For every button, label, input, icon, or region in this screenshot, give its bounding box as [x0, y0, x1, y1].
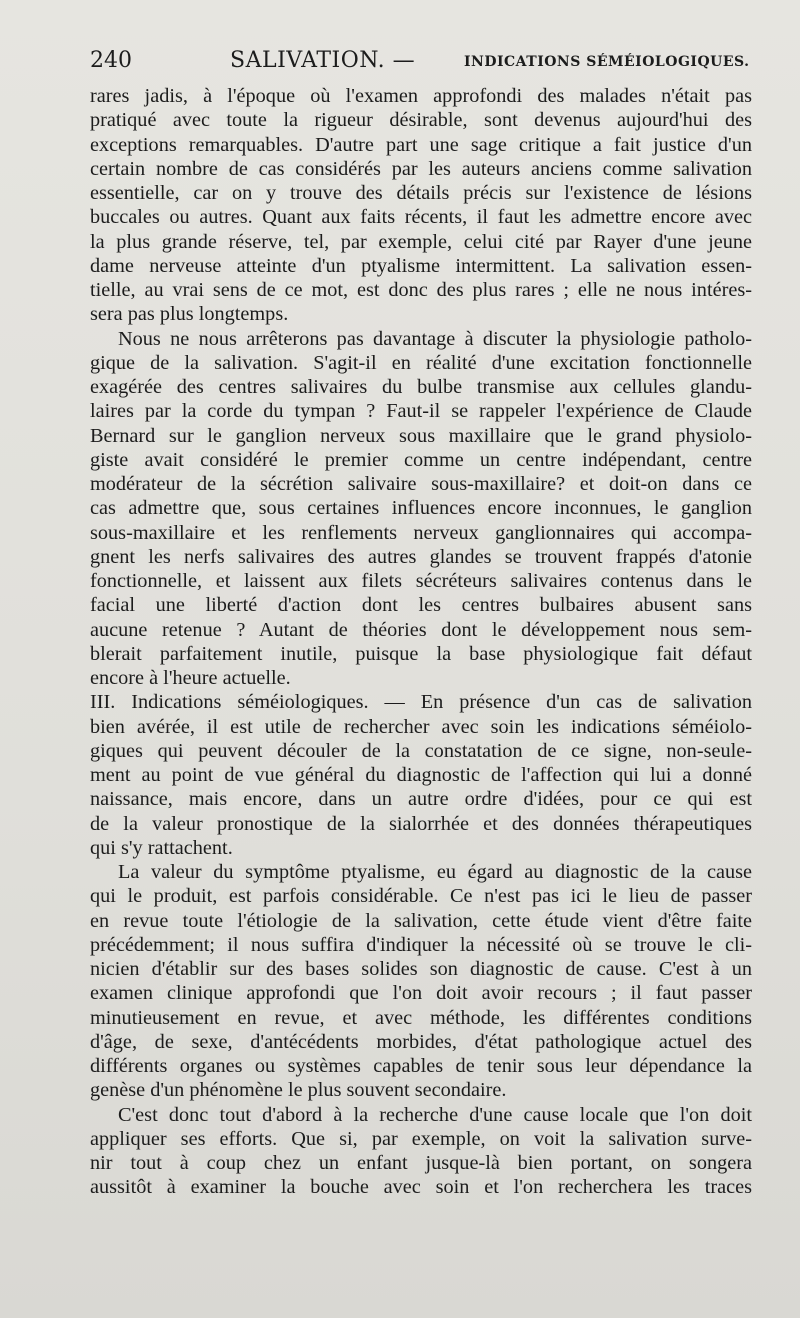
text-line: fonctionnelle, et laissent aux filets sécréteurs salivaires contenus dans le [90, 570, 752, 592]
text-line: qui s'y rattachent. [90, 836, 233, 859]
body-text [90, 84, 752, 1200]
text-line: pratiqué avec toute la rigueur désirable, sont devenus aujourd'hui des [90, 109, 752, 132]
text-line: rares jadis, à l'époque où l'examen approfondi des malades n'était pas [90, 85, 752, 107]
text-line: laires par la corde du tympan ? Faut-il se rappeler l'expérience de Claude [90, 400, 752, 423]
text-line: bien avérée, il est utile de rechercher avec soin les indications séméiolo- [90, 715, 752, 738]
text-line: Nous ne nous arrêterons pas davantage à discuter la physiologie patholo- [118, 327, 752, 350]
text-line: la plus grande réserve, tel, par exemple, celui cité par Rayer d'une jeune [90, 230, 752, 253]
running-header [90, 44, 750, 78]
text-line: en revue toute l'étiologie de la salivation, cette étude vient d'être faite [90, 909, 752, 932]
text-line: encore à l'heure actuelle. [90, 667, 291, 689]
text-line: différents organes ou systèmes capables de tenir sous leur dépendance la [90, 1055, 752, 1077]
text-line: ment au point de vue général du diagnostic de l'affection qui lui a donné [90, 764, 752, 786]
text-line: examen clinique approfondi que l'on doit avoir recours ; il faut passer [90, 982, 752, 1005]
text-line: giste avait considéré le premier comme un centre indépendant, centre [90, 448, 752, 471]
text-line: gique de la salivation. S'agit-il en réalité d'une excitation fonctionnelle [90, 351, 752, 374]
text-line: aussitôt à examiner la bouche avec soin et l'on recherchera les traces [90, 1176, 752, 1199]
text-line: appliquer ses efforts. Que si, par exemple, on voit la salivation surve- [90, 1127, 752, 1150]
text-line: La valeur du symptôme ptyalisme, eu égard au diagnostic de la cause [118, 861, 752, 883]
text-line: dame nerveuse atteinte d'un ptyalisme intermittent. La salivation essen- [90, 254, 752, 277]
text-line: certain nombre de cas considérés par les auteurs anciens comme salivation [90, 157, 752, 180]
text-line: exceptions remarquables. D'autre part une sage critique a fait justice d'un [90, 133, 752, 156]
text-line: tielle, au vrai sens de ce mot, est donc des plus rares ; elle ne nous intéres- [90, 279, 752, 301]
text-line: nicien d'établir sur des bases solides son diagnostic de cause. C'est à un [90, 958, 752, 980]
text-line: genèse d'un phénomène le plus souvent secondaire. [90, 1079, 507, 1102]
text-line: facial une liberté d'action dont les centres bulbaires abusent sans [90, 594, 752, 617]
running-subtitle: INDICATIONS SÉMÉIOLOGIQUES. [464, 54, 750, 70]
text-line: gnent les nerfs salivaires des autres glandes se trouvent frappés d'atonie [90, 545, 752, 568]
text-line: aucune retenue ? Autant de théories dont le développement nous sem- [90, 618, 752, 641]
text-line: de la valeur pronostique de la sialorrhée et des données thérapeutiques [90, 812, 752, 835]
running-title: SALIVATION. — [230, 48, 416, 73]
page-number: 240 [90, 48, 132, 73]
text-line: cas admettre que, sous certaines influences encore inconnues, le ganglion [90, 497, 752, 520]
text-line: sous-maxillaire et les renflements nerveux ganglionnaires qui accompa- [90, 521, 752, 544]
text-line: modérateur de la sécrétion salivaire sous-maxillaire? et doit-on dans ce [90, 473, 752, 495]
text-line: qui le produit, est parfois considérable. Ce n'est pas ici le lieu de passer [90, 885, 752, 908]
text-line: C'est donc tout d'abord à la recherche d'une cause locale que l'on doit [118, 1103, 752, 1126]
text-line: minutieusement en revue, et avec méthode, les différentes conditions [90, 1006, 752, 1029]
text-line: exagérée des centres salivaires du bulbe transmise aux cellules glandu- [90, 376, 752, 398]
text-line: précédemment; il nous suffira d'indiquer la nécessité où se trouve le cli- [90, 933, 752, 956]
text-line: naissance, mais encore, dans un autre ordre d'idées, pour ce qui est [90, 788, 752, 811]
text-line: d'âge, de sexe, d'antécédents morbides, d'état pathologique actuel des [90, 1030, 752, 1053]
text-line: blerait parfaitement inutile, puisque la base physiologique fait défaut [90, 642, 752, 665]
text-line: essentielle, car on y trouve des détails précis sur l'existence de lésions [90, 182, 752, 204]
text-line: giques qui peuvent découler de la constatation de ce signe, non-seule- [90, 739, 752, 762]
text-line: buccales ou autres. Quant aux faits récents, il faut les admettre encore avec [90, 206, 752, 229]
text-line: sera pas plus longtemps. [90, 303, 289, 326]
text-line: nir tout à coup chez un enfant jusque-là bien portant, on songera [90, 1152, 752, 1174]
text-line: III. Indications séméiologiques. — En présence d'un cas de salivation [90, 691, 752, 714]
text-line: Bernard sur le ganglion nerveux sous maxillaire que le grand physiolo- [90, 424, 752, 447]
